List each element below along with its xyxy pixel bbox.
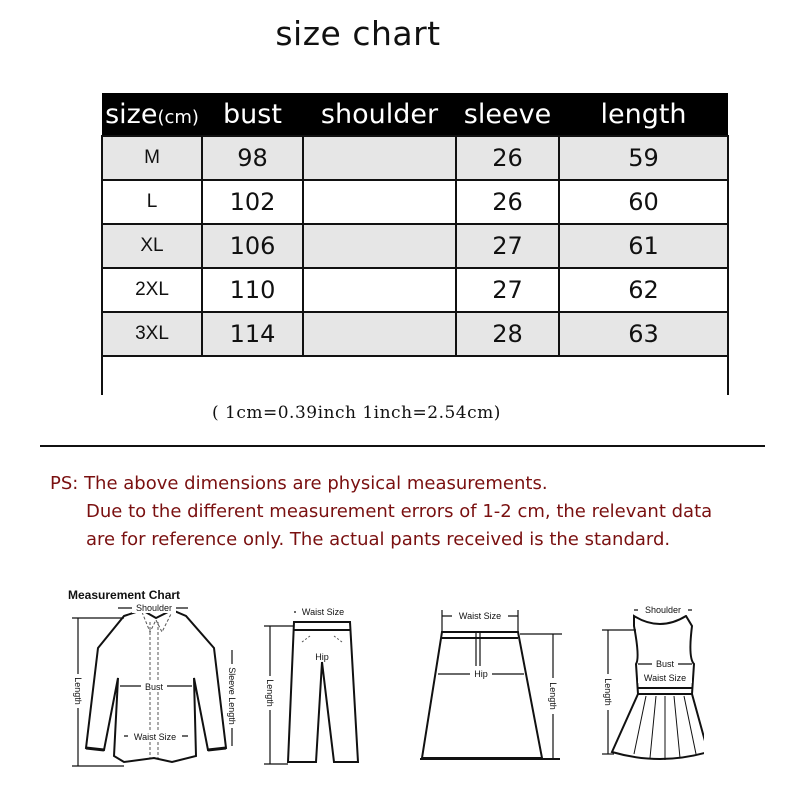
shirt-sleeve-label: Sleeve Length — [227, 667, 237, 725]
table-header-row — [102, 93, 728, 136]
table-row — [102, 180, 728, 224]
cell-bust: 114 — [202, 312, 303, 356]
cell-shoulder — [303, 180, 456, 224]
pants-icon — [258, 602, 368, 772]
cell-length: 59 — [559, 136, 728, 180]
pants-hip-label: Hip — [315, 652, 329, 662]
header-size-label: size — [105, 98, 158, 130]
blank-cell — [102, 356, 728, 395]
cell-shoulder — [303, 268, 456, 312]
disclaimer-note — [50, 470, 712, 554]
header-size — [102, 93, 202, 136]
cell-bust: 110 — [202, 268, 303, 312]
cell-size: L — [102, 180, 202, 224]
shirt-waist-label: Waist Size — [133, 732, 177, 742]
cell-size: XL — [102, 224, 202, 268]
dress-waist-label: Waist Size — [643, 673, 687, 683]
dress-icon — [594, 602, 704, 772]
unit-conversion-note: ( 1cm=0.39inch 1inch=2.54cm) — [212, 403, 501, 423]
note-line-2: Due to the different measurement errors of 1-2 cm, the relevant data — [86, 501, 713, 522]
cell-length: 63 — [559, 312, 728, 356]
dress-length-label: Length — [603, 678, 613, 706]
header-sleeve: sleeve — [456, 93, 559, 136]
cell-bust: 106 — [202, 224, 303, 268]
shirt-shoulder-label: Shoulder — [135, 603, 173, 613]
skirt-length-label: Length — [548, 682, 558, 710]
page-title: size chart — [275, 14, 441, 53]
table-row — [102, 224, 728, 268]
cell-sleeve: 27 — [456, 224, 559, 268]
measurement-chart-title: Measurement Chart — [68, 588, 181, 602]
pants-diagram — [258, 602, 368, 772]
cell-size: 3XL — [102, 312, 202, 356]
note-line-1: PS: The above dimensions are physical measurements. — [50, 473, 548, 494]
dress-diagram — [594, 602, 704, 772]
cell-length: 62 — [559, 268, 728, 312]
note-line-3: are for reference only. The actual pants received is the standard. — [86, 529, 671, 550]
header-shoulder: shoulder — [303, 93, 456, 136]
size-table — [101, 93, 729, 395]
header-bust: bust — [202, 93, 303, 136]
skirt-waist-label: Waist Size — [458, 611, 502, 621]
divider — [40, 445, 765, 447]
cell-size: M — [102, 136, 202, 180]
shirt-icon — [64, 598, 244, 778]
cell-length: 61 — [559, 224, 728, 268]
cell-sleeve: 26 — [456, 180, 559, 224]
pants-length-label: Length — [265, 679, 275, 707]
header-size-unit: (cm) — [157, 106, 199, 128]
table-row — [102, 136, 728, 180]
dress-bust-label: Bust — [655, 659, 675, 669]
shirt-length-label: Length — [73, 677, 83, 705]
skirt-diagram — [420, 602, 570, 772]
cell-sleeve: 28 — [456, 312, 559, 356]
header-length: length — [559, 93, 728, 136]
cell-bust: 102 — [202, 180, 303, 224]
cell-size: 2XL — [102, 268, 202, 312]
cell-bust: 98 — [202, 136, 303, 180]
skirt-icon — [420, 602, 570, 772]
cell-shoulder — [303, 136, 456, 180]
cell-shoulder — [303, 312, 456, 356]
cell-length: 60 — [559, 180, 728, 224]
pants-waist-label: Waist Size — [301, 607, 345, 617]
cell-sleeve: 27 — [456, 268, 559, 312]
cell-shoulder — [303, 224, 456, 268]
shirt-bust-label: Bust — [144, 682, 164, 692]
table-row — [102, 312, 728, 356]
table-row — [102, 268, 728, 312]
table-blank-row — [102, 356, 728, 395]
shirt-diagram — [64, 598, 244, 778]
skirt-hip-label: Hip — [474, 669, 488, 679]
cell-sleeve: 26 — [456, 136, 559, 180]
dress-shoulder-label: Shoulder — [644, 605, 682, 615]
